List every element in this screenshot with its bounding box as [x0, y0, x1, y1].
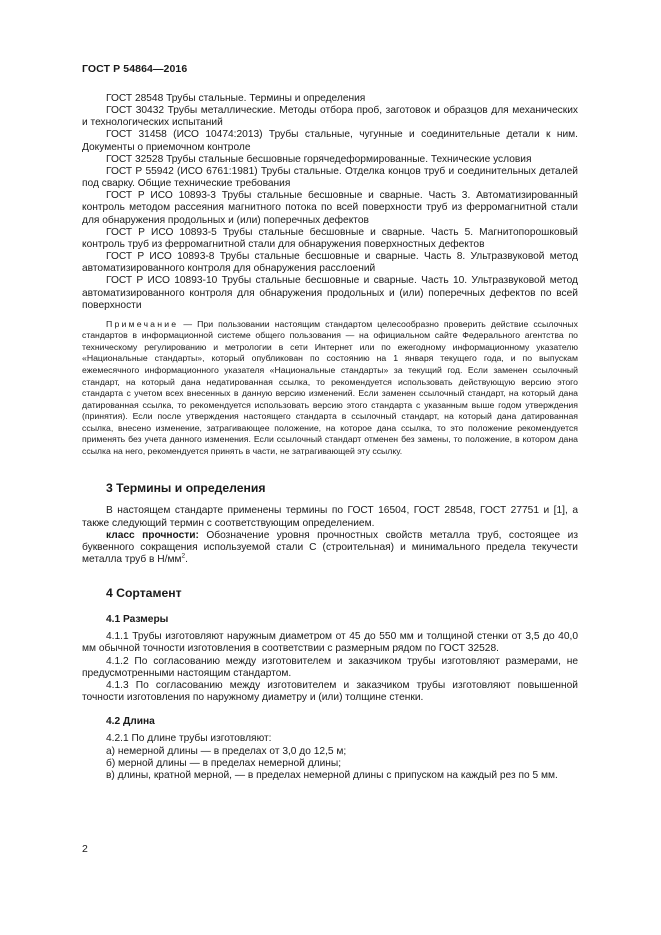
section-3-intro: В настоящем стандарте применены термины по ГОСТ 16504, ГОСТ 28548, ГОСТ 27751 и [1], а также следующий термин с соответствующим определением. — [82, 505, 578, 529]
note-paragraph — [82, 319, 578, 458]
reference-item: ГОСТ 32528 Трубы стальные бесшовные горячедеформированные. Технические условия — [106, 153, 532, 165]
section-3-heading: 3 Термины и определения — [106, 481, 266, 496]
reference-item: ГОСТ Р ИСО 10893-3 Трубы стальные бесшовные и сварные. Часть 3. Автоматизированный контроль методом рассеяния магнитного потока по всей поверхности труб из ферромагнитной стали для обнаружения продольных и (или) поперечных дефектов — [82, 190, 578, 226]
list-item: а) немерной длины — в пределах от 3,0 до 12,5 м; — [106, 745, 347, 757]
document-body — [82, 93, 578, 782]
reference-item: ГОСТ 28548 Трубы стальные. Термины и определения — [106, 93, 366, 104]
paragraph-4-1-1: 4.1.1 Трубы изготовляют наружным диаметром от 45 до 550 мм и толщиной стенки от 3,5 до 40,0 мм обычной точности изготовления в соответствии с размерным рядом по ГОСТ 32528. — [82, 631, 578, 655]
subsection-4-1-heading: 4.1 Размеры — [106, 614, 169, 626]
normative-references-list — [82, 93, 578, 312]
term-definition-text: Обозначение уровня прочностных свойств металла труб, состоящее из буквенного сокращения используемой стали С (строительная) и минимального предела текучести металла труб в Н/мм — [82, 529, 578, 565]
document-header: ГОСТ Р 54864—2016 — [82, 63, 188, 75]
term-definition — [82, 530, 578, 566]
term-definition-end: . — [185, 554, 188, 565]
reference-item: ГОСТ 31458 (ИСО 10474:2013) Трубы стальные, чугунные и соединительные детали к ним. Документы о приемочном контроле — [82, 129, 578, 153]
reference-item: ГОСТ Р ИСО 10893-10 Трубы стальные бесшовные и сварные. Часть 10. Ультразвуковой метод автоматизированного контроля для обнаружения продольных и (или) поперечных дефектов по всей поверхности — [82, 275, 578, 311]
section-4-heading: 4 Сортамент — [106, 586, 182, 601]
paragraph-4-1-2: 4.1.2 По согласованию между изготовителем и заказчиком трубы изготовляют размерами, не предусмотренными настоящим стандартом. — [82, 655, 578, 679]
paragraph-4-2-1: 4.2.1 По длине трубы изготовляют: — [106, 733, 272, 745]
list-item: в) длины, кратной мерной, — в пределах немерной длины с припуском на каждый рез по 5 мм. — [106, 769, 558, 781]
subsection-4-2-heading: 4.2 Длина — [106, 716, 155, 728]
reference-item: ГОСТ Р 55942 (ИСО 6761:1981) Трубы стальные. Отделка концов труб и соединительных деталей под сварку. Общие технические требования — [82, 165, 578, 190]
term-name: класс прочности: — [106, 529, 199, 541]
list-item: б) мерной длины — в пределах немерной длины; — [106, 757, 342, 769]
paragraph-4-1-3: 4.1.3 По согласованию между изготовителем и заказчиком трубы изготовляют повышенной точности изготовления по наружному диаметру и (или) толщине стенки. — [82, 679, 578, 704]
note-label: Примечание — [106, 318, 179, 329]
reference-item: ГОСТ 30432 Трубы металлические. Методы отбора проб, заготовок и образцов для механических и технологических испытаний — [82, 105, 578, 129]
page-number: 2 — [82, 843, 88, 855]
reference-item: ГОСТ Р ИСО 10893-8 Трубы стальные бесшовные и сварные. Часть 8. Ультразвуковой метод автоматизированного контроля для обнаружения расслоений — [82, 251, 578, 275]
reference-item: ГОСТ Р ИСО 10893-5 Трубы стальные бесшовные и сварные. Часть 5. Магнитопорошковый контроль труб из ферромагнитной стали для обнаружения поверхностных дефектов — [82, 226, 578, 250]
superscript: 2 — [181, 552, 186, 560]
note-text: — При пользовании настоящим стандартом целесообразно проверить действие ссылочных стандартов в информационной системе общего пользования — на официальном сайте Федерального агентства по техническому регулированию и метрологии в сети Интернет или по ежегодному информационному указателю «Национальные стандарты», который опубликован по состоянию на 1 января текущего года, и по выпускам ежемесячного информационного указателя «Национальные стандарты» за текущий год. Если заменен ссылочный стандарт, на который дана недатированная ссылка, то рекомендуется использовать действующую версию этого стандарта с учетом всех внесенных в данную версию изменений. Если заменен ссылочный стандарт, на который дана датированная ссылка, то рекомендуется использовать версию этого стандарта с указанным выше годом утверждения (принятия). Если после утверждения настоящего стандарта в ссылочный стандарт, на который дана датированная ссылка, внесено изменение, затрагивающее положение, на которое дана ссылка, то это положение рекомендуется применять без учета данного изменения. Если ссылочный стандарт отменен без замены, то положение, в котором дана ссылка на него, рекомендуется принять в части, не затрагивающей эту ссылку. — [82, 318, 578, 456]
